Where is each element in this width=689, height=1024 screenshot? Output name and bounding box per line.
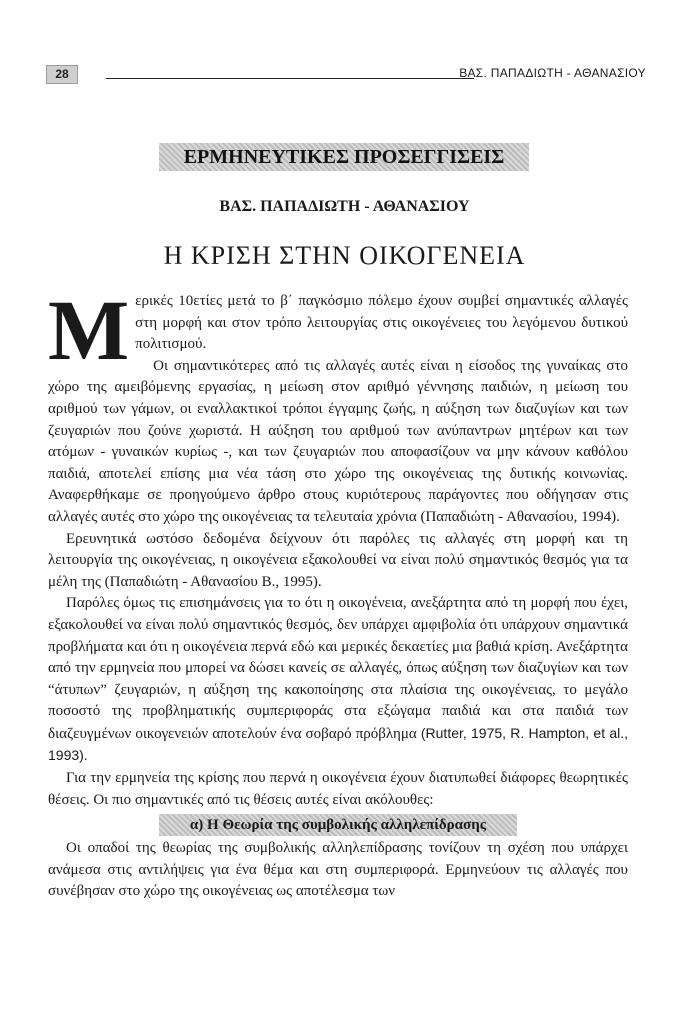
paragraph-4 — [48, 593, 628, 768]
section-title: ΕΡΜΗΝΕΥΤΙΚΕΣ ΠΡΟΣΕΓΓΙΣΕΙΣ — [159, 143, 529, 171]
paragraph-4-reference: (Rutter, 1975, R. Hampton, et al., 1993). — [48, 724, 628, 764]
article-title: Η ΚΡΙΣΗ ΣΤΗΝ ΟΙΚΟΓΕΝΕΙΑ — [163, 241, 526, 270]
running-head: ΒΑΣ. ΠΑΠΑΔΙΩΤΗ - ΑΘΑΝΑΣΙΟΥ — [459, 66, 646, 80]
paragraph-1 — [48, 282, 628, 378]
subsection-heading: α) Η Θεωρία της συμβολικής αλληλεπίδρασης — [159, 814, 517, 836]
paragraph-1-text: ερικές 10ετίες μετά το β΄ παγκόσμιο πόλεμο έχουν συμβεί σημαντικές αλλαγές στη μορφή και στον τρόπο λειτουργίας στις οικογένειες του λεγόμενου δυτικού πολιτισμού. — [135, 293, 628, 353]
paragraph-2: Οι σημαντικότερες από τις αλλαγές αυτές είναι η είσοδος της γυναίκας στο χώρο της αμειβόμενης εργασίας, η μείωση στον αριθμό γέννησης παιδιών, η μείωση του αριθμού των γάμων, οι εναλλακτικοί τρόποι έγγαμης ζωής, η αύξηση των διαζυγίων και των ζευγαριών που ζούνε χωριστά. Η αύξηση του αριθμού των ανύπαντρων μητέρων και των ατόμων - γυναικών κυρίως -, και των ζευγαριών που αποφασίζουν να μην κάνουν καθόλου παιδιά, αποτελεί επίσης μια νέα τάση στο χώρο της οικογένειας της δυτικής κοινωνίας. Αναφερθήκαμε σε προηγούμενο άρθρο στους κυριότερους παράγοντες που οδήγησαν στις αλλαγές αυτές στο χώρο της οικογένειας τα τελευταία χρόνια (Παπαδιώτη - Αθανασίου, 1994). — [48, 357, 628, 525]
header-rule — [106, 78, 474, 79]
page-number: 28 — [46, 65, 78, 84]
article-author: ΒΑΣ. ΠΑΠΑΔΙΩΤΗ - ΑΘΑΝΑΣΙΟΥ — [219, 198, 470, 215]
paragraph-5: Για την ερμηνεία της κρίσης που περνά η οικογένεια έχουν διατυπωθεί διάφορες θεωρητικές θέσεις. Οι πιο σημαντικές από τις θέσεις αυτές είναι ακόλουθες: — [48, 770, 628, 808]
paragraph-6: Οι οπαδοί της θεωρίας της συμβολικής αλληλεπίδρασης τονίζουν τη σχέση που υπάρχει ανάμεσα στις αντιλήψεις για ένα θέμα και στη συμπεριφορά. Ερμηνεύουν τις αλλαγές που συνέβησαν στο χώρο της οικογένειας ως αποτέλεσμα των — [48, 840, 628, 900]
drop-cap: Μ — [48, 282, 130, 378]
paragraph-3: Ερευνητικά ωστόσο δεδομένα δείχνουν ότι παρόλες τις αλλαγές στη μορφή και τη λειτουργία της οικογένειας, η οικογένεια εξακολουθεί να είναι πολύ σημαντικός θεσμός για τα μέλη της (Παπαδιώτη - Αθανασίου Β., 1995). — [48, 530, 628, 590]
paragraph-4-text: Παρόλες όμως τις επισημάνσεις για το ότι η οικογένεια, ανεξάρτητα από τη μορφή που έχει, εξακολουθεί να είναι πολύ σημαντικός θεσμός, δεν υπάρχει αμφιβολία ότι υπάρχουν σημαντικά προβλήματα και ότι η οικογένεια περνά εδώ και μερικές δεκαετίες μια βαθιά κρίση. Ανεξάρτητα από την ερμηνεία που μπορεί να δώσει κανείς σε αλλαγές, όπως αύξηση των διαζυγίων και των “άτυπων” ζευγαριών, η αύξηση της κακοποίησης στα πλαίσια της οικογένειας, το μεγάλο ποσοστό της προβληματικής συμπεριφοράς στα εξώγαμα παιδιά και στα παιδιά των διαζευγμένων οικογενειών αποτελούν ένα σοβαρό πρόβλημα — [48, 595, 628, 742]
page-header — [46, 64, 646, 86]
article-body — [48, 282, 628, 903]
